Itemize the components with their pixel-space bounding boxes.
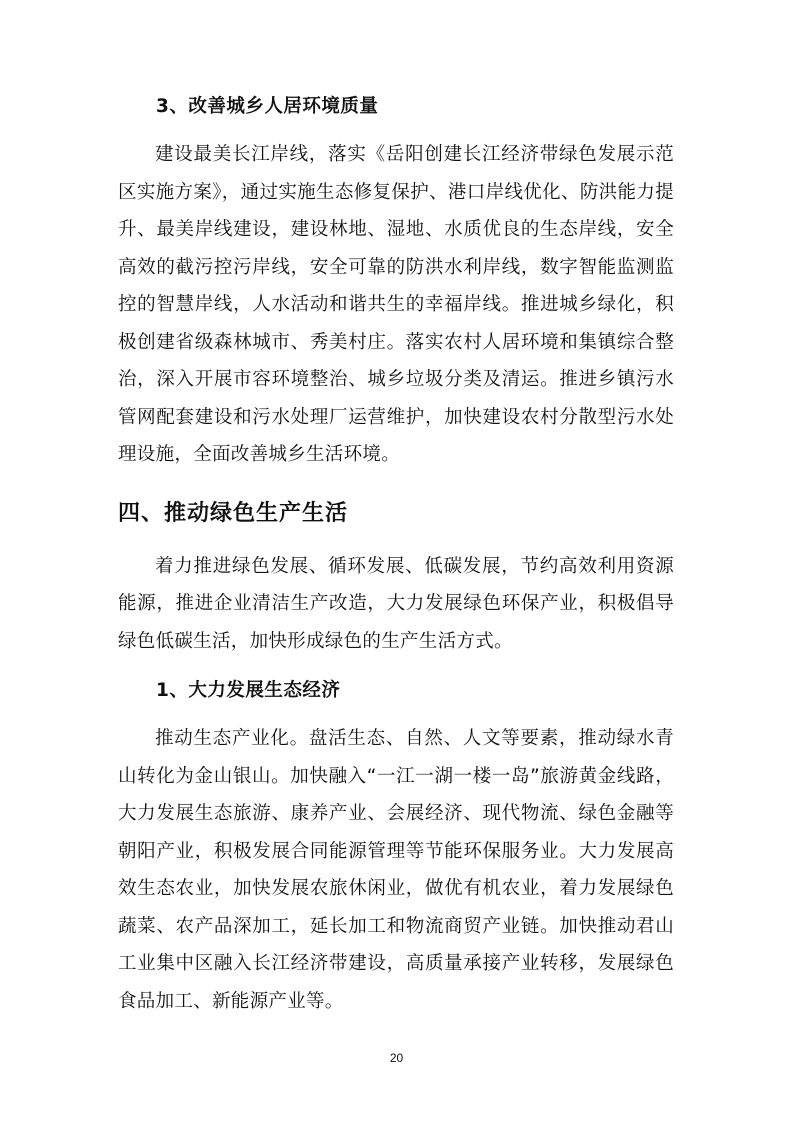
section-heading-ecological-economy: 1、大力发展生态经济 xyxy=(156,680,341,701)
page-number: 20 xyxy=(389,1051,404,1065)
section-heading-improve-living-environment: 3、改善城乡人居环境质量 xyxy=(156,96,379,117)
paragraph-living-environment: 建设最美长江岸线，落实《岳阳创建长江经济带绿色发展示范区实施方案》，通过实施生态修复保护、港口岸线优化、防洪能力提升、最美岸线建设，建设林地、湿地、水质优良的生态岸线，安全高效的截污控污岸线，安全可靠的防洪水利岸线，数字智能监测监控的智慧岸线，人水活动和谐共生的幸福岸线。推进城乡绿化，积极创建省级森林城市、秀美村庄。落实农村人居环境和集镇综合整治，深入开展市容环境整治、城乡垃圾分类及清运。推进乡镇污水管网配套建设和污水处理厂运营维护，加快建设农村分散型污水处理设施，全面改善城乡生活环境。 xyxy=(118,144,674,465)
paragraph-ecological-economy: 推动生态产业化。盘活生态、自然、人文等要素，推动绿水青山转化为金山银山。加快融入“一江一湖一楼一岛”旅游黄金线路，大力发展生态旅游、康养产业、会展经济、现代物流、绿色金融等朝阳产业，积极发展合同能源管理等节能环保服务业。大力发展高效生态农业，加快发展农旅休闲业，做优有机农业，着力发展绿色蔬菜、农产品深加工，延长加工和物流商贸产业链。加快推动君山工业集中区融入长江经济带建设，高质量承接产业转移，发展绿色食品加工、新能源产业等。 xyxy=(118,728,674,1012)
page-content xyxy=(118,90,674,1020)
paragraph-green-production-life: 着力推进绿色发展、循环发展、低碳发展，节约高效利用资源能源，推进企业清洁生产改造，大力发展绿色环保产业，积极倡导绿色低碳生活，加快形成绿色的生产生活方式。 xyxy=(118,555,674,652)
chapter-heading-green-production-life: 四、推动绿色生产生活 xyxy=(118,500,349,526)
